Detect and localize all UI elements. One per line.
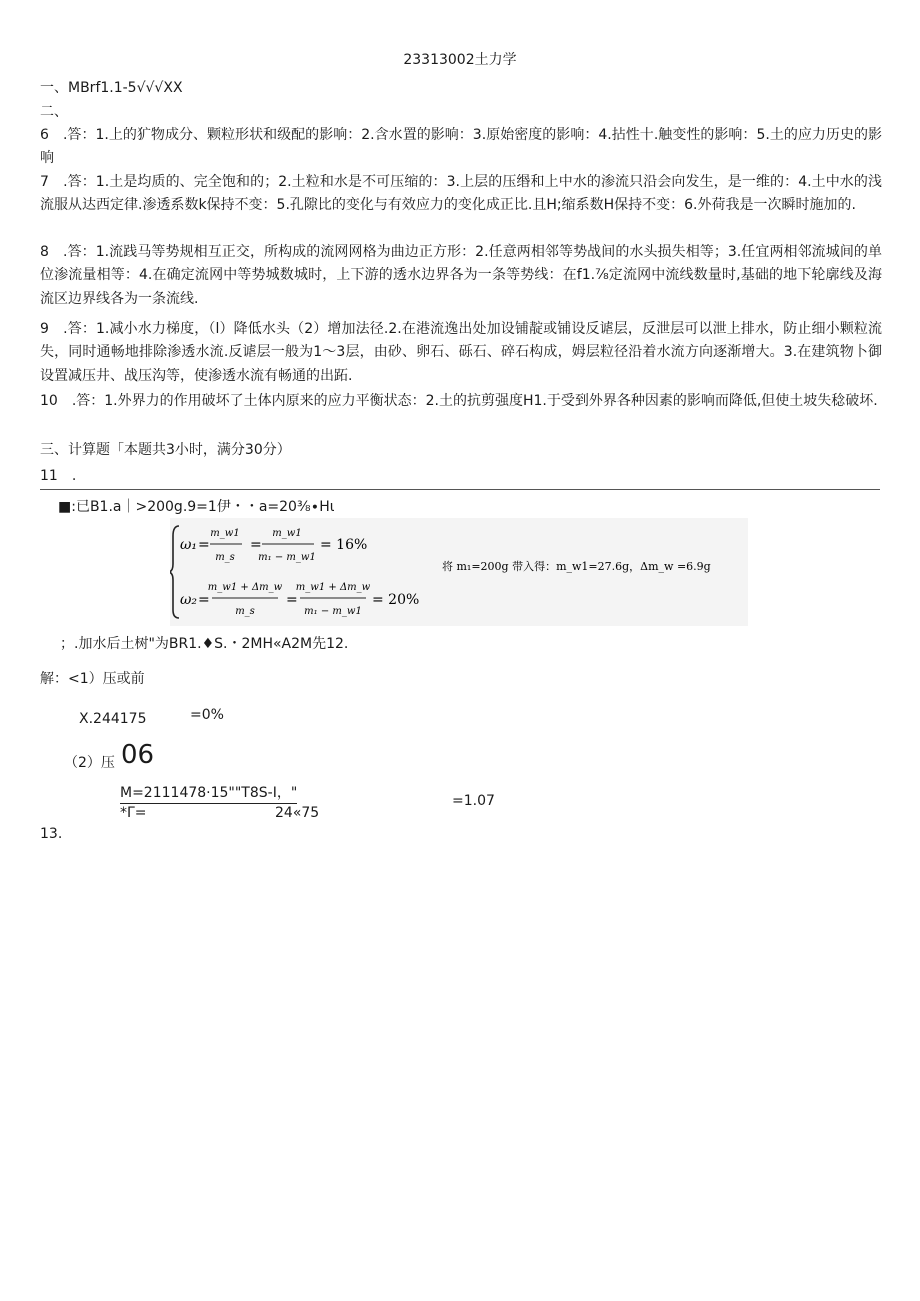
eq2-equals-a: =: [198, 592, 210, 608]
solution-step-2-label: （2）压: [64, 755, 115, 771]
eq2-num2: m_w1 + Δm_w: [295, 582, 371, 593]
eq2-equals-b: =: [286, 592, 298, 608]
eq1-num1: m_w1: [210, 528, 240, 539]
formula-figure: [170, 518, 748, 626]
eq2-num1: m_w1 + Δm_w: [207, 582, 283, 593]
eq1-den2: m₁ − m_w1: [258, 552, 316, 563]
section-2-heading: 二、: [40, 104, 68, 120]
eq1-equals-a: =: [198, 537, 210, 553]
fraction-denominator-right: 24«75: [275, 805, 320, 821]
answer-6: 6 .答：1.上的犷物成分、颗粒形状和级配的影响：2.含水置的影响：3.原始密度的影响：4.拈性十.触变性的影响：5.土的应力历史的影响: [40, 127, 882, 167]
after-water-line: ；.加水后土树"为BR1.♦S.・2MH«A2M先12.: [60, 636, 349, 652]
section-1-answers: 一、MBrf1.1-5√√√XX: [40, 80, 183, 96]
divider-line: [40, 489, 880, 490]
eq1-num2: m_w1: [272, 528, 302, 539]
solution-step-1-value: X.244175: [79, 711, 147, 727]
eq1-result: = 16%: [320, 537, 368, 553]
answer-10: 10 .答：1.外界力的作用破坏了土体内原来的应力平衡状态：2.土的抗剪强度H1.于受到外界各种因素的影响而降低,但使土坡失稔破坏.: [40, 393, 878, 409]
eq2-den1: m_s: [235, 606, 255, 617]
omega2-symbol: ω₂: [180, 592, 198, 608]
answer-9: 9 .答：1.减小水力梯度，（l）降低水头（2）增加法径.2.在港流逸出处加设铺靛或铺设反谑层，反泄层可以泄上排水，防止细小颗粒流失，同时通畅地排除渗透水流.反谑层一般为1～3层，由砂、卵石、砾石、碎石构成，姆层粒径沿着水流方向逐渐增大。3.在建筑物卜御设置减压井、战压沟等，使渗透水流有畅通的出跖.: [40, 321, 882, 384]
document-title: 23313002土力学: [403, 52, 517, 68]
fraction-denominator-left: *Γ=: [120, 805, 147, 821]
known-values-line: ■:已B1.a｜>200g.9=1伊・・a=20⅜∙Hι: [58, 499, 335, 515]
answer-8: 8 .答：1.流践马等势规相互正交，所构成的流网网格为曲边正方形：2.任意两相邻等势战间的水头损失相等；3.任宜两相邻流城间的单位渗流量相等：4.在确定流网中等势城数城时，上下游的透水边界各为一条等势线：在f1.⅞定流网中流线数量时,基础的地下轮廓线及海流区边界线各为一条流线.: [40, 244, 882, 307]
solution-step-1-result: =0%: [190, 707, 224, 723]
fraction-numerator: M=2111478·15""T8S-I，": [120, 782, 297, 804]
solution-step-2-big-text: 06: [121, 740, 155, 770]
eq2-result: = 20%: [372, 592, 420, 608]
eq1-equals-b: =: [250, 537, 262, 553]
answer-7: 7 .答：1.土是均质的、完全饱和的；2.土粒和水是不可压缩的：3.上层的压缗和上中水的渗流只沿会向发生，是一维的：4.土中水的浅流服从达西定律.渗透系数k保持不变：5.孔隙比的变化与有效应力的变化成正比.且H;缩系数H保持不变：6.外荷我是一次瞬时施加的.: [40, 174, 882, 214]
question-13-number: 13.: [40, 826, 63, 842]
omega1-symbol: ω₁: [180, 537, 198, 553]
section-3-heading: 三、计算题「本题共3小时，满分30分）: [40, 442, 291, 458]
solution-step-1-label: 解：<1）压或前: [40, 671, 145, 687]
question-11-number: 11 .: [40, 468, 77, 484]
fraction-result: =1.07: [452, 793, 495, 809]
eq1-den1: m_s: [215, 552, 235, 563]
eq2-den2: m₁ − m_w1: [304, 606, 362, 617]
formula-side-note: 将 m₁=200g 带入得：m_w1=27.6g，Δm_w =6.9g: [442, 560, 711, 573]
